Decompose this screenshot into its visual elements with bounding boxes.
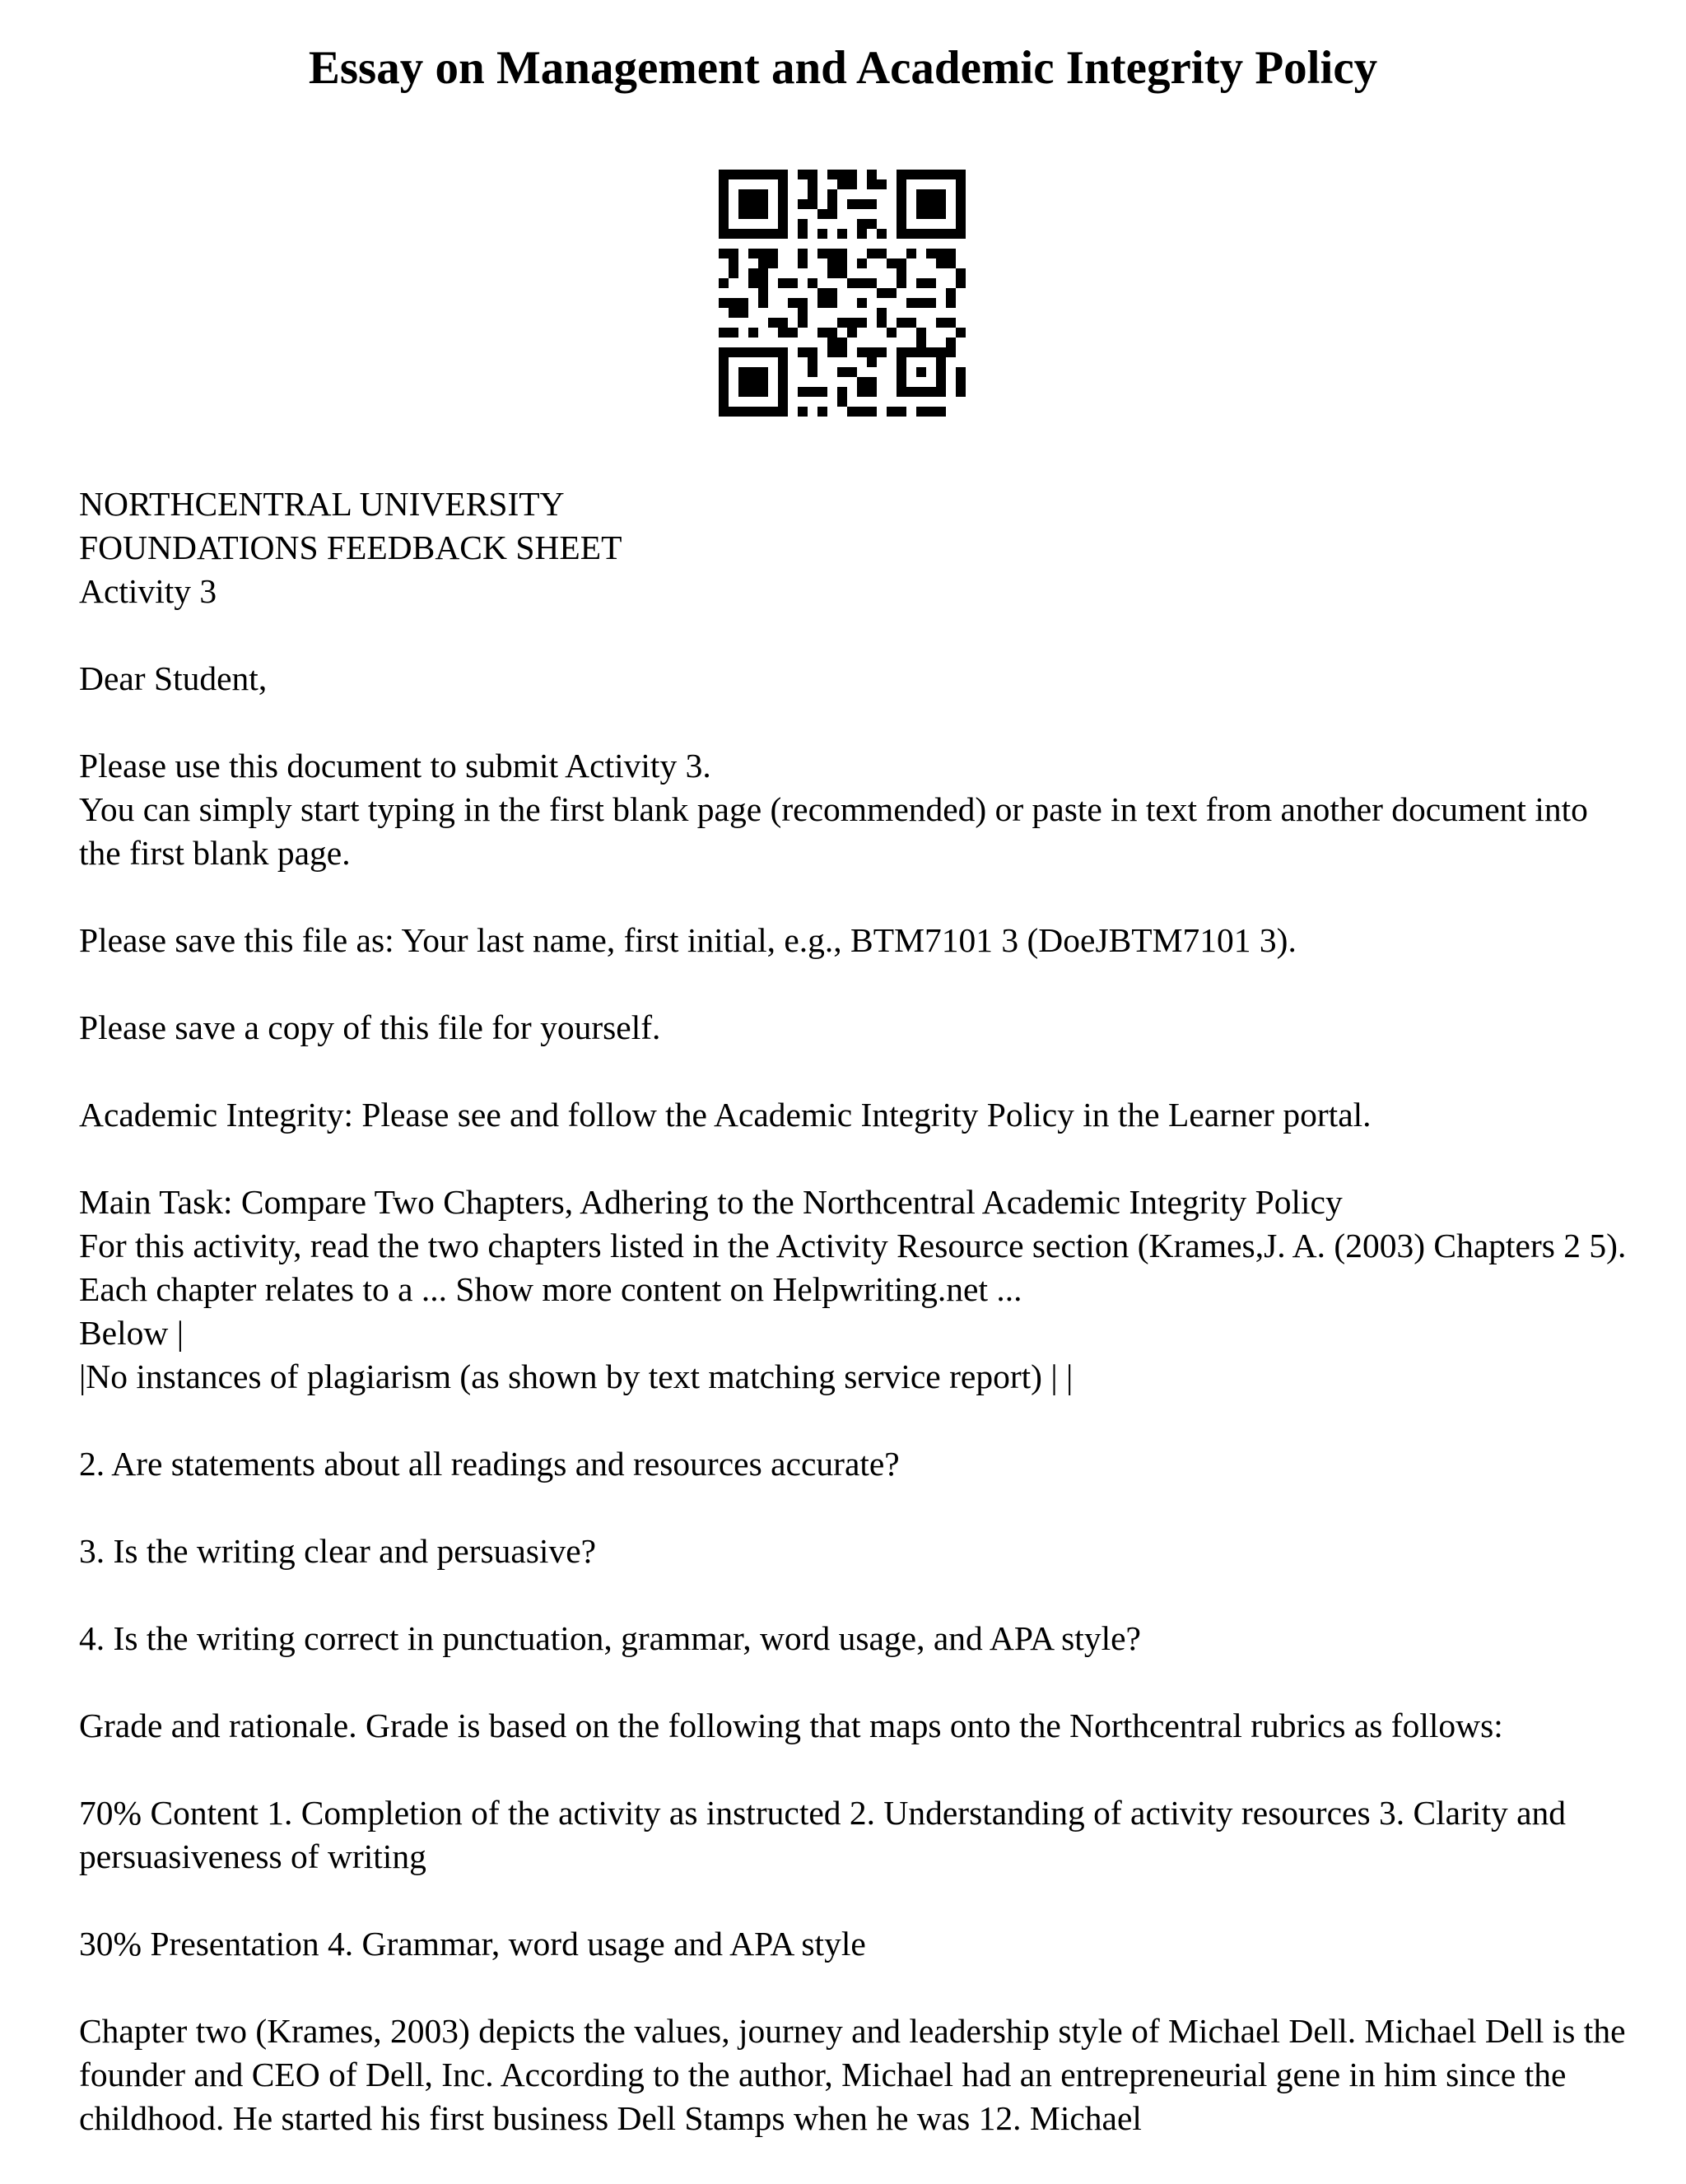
academic-integrity-paragraph: Academic Integrity: Please see and follow the Academic Integrity Policy in the Learner portal. — [79, 1096, 1372, 1134]
instructions-line-2: You can simply start typing in the first blank page (recommended) or paste in text from another document into the first blank page. — [79, 790, 1588, 872]
salutation: Dear Student, — [79, 659, 268, 697]
question-2: 2. Are statements about all readings and resources accurate? — [79, 1445, 900, 1483]
grade-rationale-paragraph: Grade and rationale. Grade is based on the following that maps onto the Northcentral rubrics as follows: — [79, 1707, 1503, 1744]
question-3: 3. Is the writing clear and persuasive? — [79, 1532, 597, 1570]
main-task-line-1: Main Task: Compare Two Chapters, Adhering to the Northcentral Academic Integrity Policy — [79, 1183, 1343, 1221]
question-4: 4. Is the writing correct in punctuation, grammar, word usage, and APA style? — [79, 1619, 1141, 1657]
main-task-line-4: |No instances of plagiarism (as shown by text matching service report) | | — [79, 1357, 1074, 1395]
qr-code-icon — [719, 170, 966, 417]
main-task-line-3: Below | — [79, 1314, 184, 1352]
content-weight-paragraph: 70% Content 1. Completion of the activity as instructed 2. Understanding of activity resources 3. Clarity and persuasiveness of writing — [79, 1794, 1567, 1875]
chapter-two-paragraph: Chapter two (Krames, 2003) depicts the values, journey and leadership style of Michael Dell. Michael Dell is the founder and CEO of Dell, Inc. According to the author, Michael had an entrepreneurial gene in him since the childhood. He started his first business Dell Stamps when he was 12. Michael — [79, 2012, 1626, 2137]
presentation-weight-paragraph: 30% Presentation 4. Grammar, word usage and APA style — [79, 1925, 866, 1963]
header-block — [79, 482, 1627, 613]
main-task-paragraph — [79, 1180, 1627, 1399]
save-copy-paragraph: Please save a copy of this file for yourself. — [79, 1008, 661, 1046]
instructions-paragraph — [79, 744, 1627, 875]
activity-label: Activity 3 — [79, 572, 217, 610]
sheet-title: FOUNDATIONS FEEDBACK SHEET — [79, 529, 622, 566]
instructions-line-1: Please use this document to submit Activity 3. — [79, 747, 711, 785]
university-name: NORTHCENTRAL UNIVERSITY — [79, 485, 565, 523]
document-body — [79, 482, 1627, 2184]
document-title: Essay on Management and Academic Integrity Policy — [308, 42, 1378, 94]
save-as-paragraph: Please save this file as: Your last name, first initial, e.g., BTM7101 3 (DoeJBTM7101 3). — [79, 921, 1297, 959]
main-task-line-2: For this activity, read the two chapters listed in the Activity Resource section (Krames,J. A. (2003) Chapters 2 5). Each chapter relates to a ... Show more content on Helpwriting.net ... — [79, 1227, 1627, 1308]
